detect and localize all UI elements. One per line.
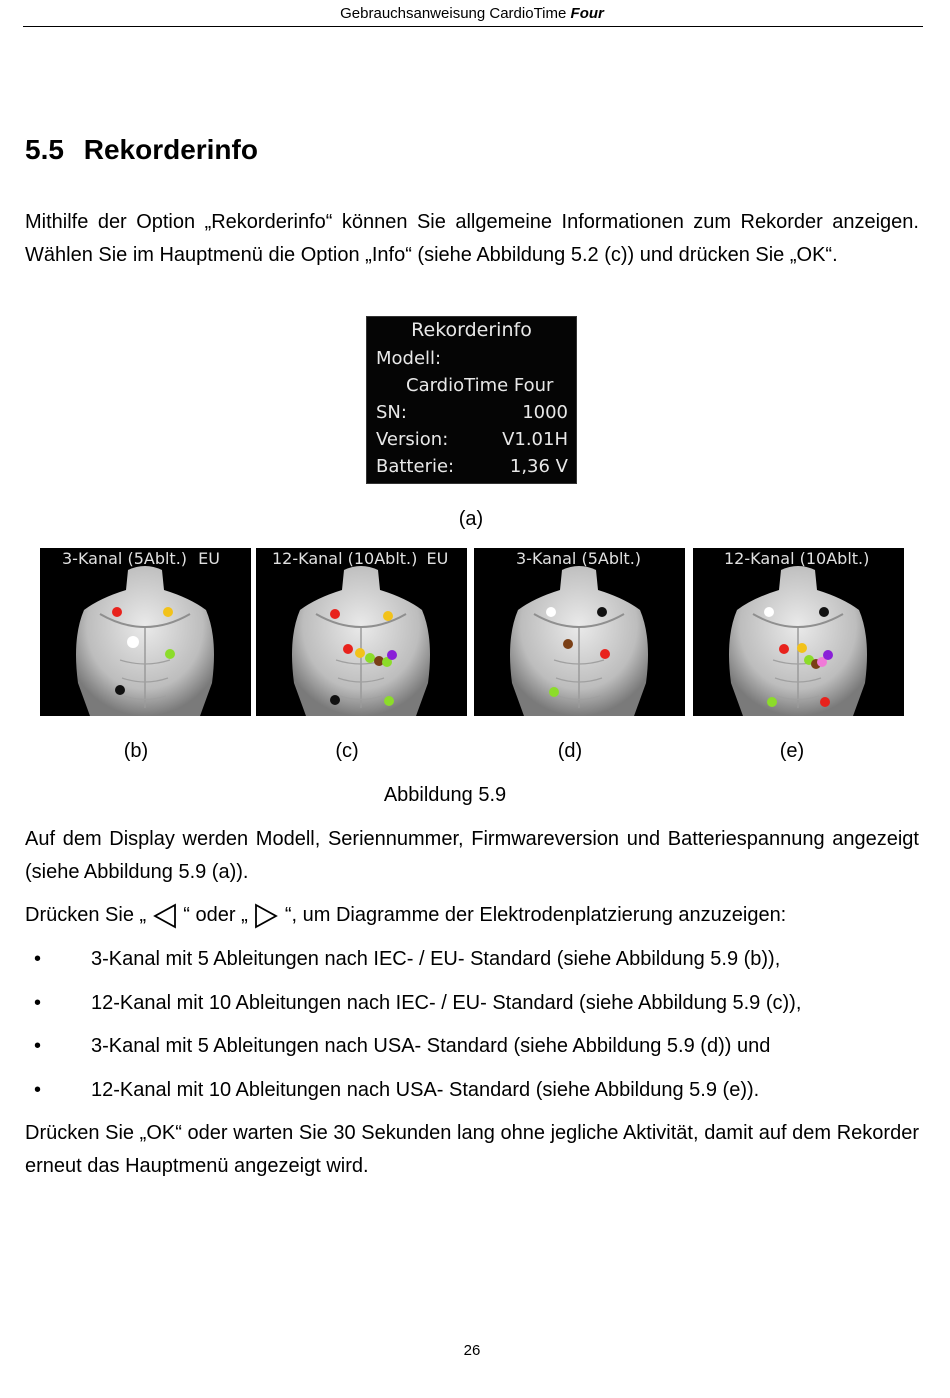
left-triangle-icon — [152, 903, 178, 929]
electrode-panel-e — [693, 548, 904, 716]
press-paragraph — [25, 899, 786, 932]
torso-diagram-d — [474, 548, 685, 716]
list-item — [0, 1074, 950, 1107]
list-item — [0, 943, 950, 976]
bullet-symbol: • — [34, 992, 42, 1014]
recorder-sn-value: 1000 — [522, 402, 568, 423]
panel-d-mode: 3-Kanal (5Ablt.) — [516, 549, 642, 568]
panel-e-mode: 12-Kanal (10Ablt.) — [724, 549, 870, 568]
bullet-text: 3-Kanal mit 5 Ableitungen nach USA- Standard (siehe Abbildung 5.9 (d)) und — [91, 1035, 771, 1057]
caption-b: (b) — [123, 740, 149, 762]
section-heading — [25, 134, 258, 166]
panel-label-e — [693, 548, 904, 570]
bullet-text: 12-Kanal mit 10 Ableitungen nach IEC- / EU- Standard (siehe Abbildung 5.9 (c)), — [91, 992, 802, 1014]
caption-d: (d) — [557, 740, 583, 762]
panel-label-c — [256, 548, 467, 570]
display-paragraph: Auf dem Display werden Modell, Seriennummer, Firmwareversion und Batteriespannung angezeigt (siehe Abbildung 5.9 (a)). — [25, 828, 919, 883]
press-text-1: Drücken Sie „ — [25, 904, 147, 926]
bullet-text: 3-Kanal mit 5 Ableitungen nach IEC- / EU- Standard (siehe Abbildung 5.9 (b)), — [91, 948, 781, 970]
recorder-battery-row — [376, 456, 568, 477]
torso-diagram-e — [693, 548, 904, 716]
recorder-battery-value: 1,36 V — [509, 456, 568, 477]
intro-paragraph: Mithilfe der Option „Rekorderinfo“ können Sie allgemeine Informationen zum Rekorder anzeigen. Wählen Sie im Hauptmenü die Option „Info“ (siehe Abbildung 5.2 (c)) und drücken Sie „OK“. — [25, 211, 919, 266]
bullet-text: 12-Kanal mit 10 Ableitungen nach USA- Standard (siehe Abbildung 5.9 (e)). — [91, 1079, 760, 1101]
bullet-list — [0, 943, 950, 1123]
electrode-panel-c — [256, 548, 467, 716]
recorder-model-value: CardioTime Four — [406, 375, 554, 396]
electrode-panel-d — [474, 548, 685, 716]
caption-c: (c) — [335, 740, 359, 762]
panel-label-b — [40, 548, 251, 570]
list-item — [0, 987, 950, 1020]
torso-diagram-b — [40, 548, 251, 716]
torso-diagram-c — [256, 548, 467, 716]
header-rule — [23, 26, 923, 27]
panel-c-suffix: EU — [426, 549, 449, 568]
recorder-version-value: V1.01H — [502, 429, 568, 450]
bullet-symbol: • — [34, 1079, 42, 1101]
caption-e: (e) — [779, 740, 805, 762]
recorder-model-row — [376, 348, 568, 369]
recorder-battery-label: Batterie: — [376, 456, 455, 477]
panel-b-suffix: EU — [198, 549, 220, 568]
caption-a: (a) — [458, 508, 484, 530]
recorder-info-screen — [366, 316, 577, 484]
recorder-sn-row — [376, 402, 568, 423]
panel-b-mode: 3-Kanal (5Ablt.) — [62, 549, 188, 568]
electrode-panel-b — [40, 548, 251, 716]
panel-c-mode: 12-Kanal (10Ablt.) — [272, 549, 418, 568]
page-number: 26 — [463, 1342, 481, 1359]
header-title-italic: Four — [570, 5, 604, 22]
list-item — [0, 1030, 950, 1063]
recorder-screen-title: Rekorderinfo — [411, 319, 532, 341]
recorder-sn-label: SN: — [376, 402, 407, 423]
press-text-2: “ oder „ — [183, 904, 248, 926]
running-header — [0, 5, 944, 22]
recorder-version-label: Version: — [376, 429, 449, 450]
recorder-model-label: Modell: — [376, 348, 442, 369]
right-triangle-icon — [253, 903, 279, 929]
press-text-3: “, um Diagramme der Elektrodenplatzierung anzuzeigen: — [284, 904, 787, 926]
bullet-symbol: • — [34, 1035, 42, 1057]
recorder-model-value-row — [406, 375, 568, 396]
recorder-version-row — [376, 429, 568, 450]
panel-label-d — [474, 548, 685, 570]
figure-caption: Abbildung 5.9 — [383, 784, 507, 806]
final-paragraph: Drücken Sie „OK“ oder warten Sie 30 Sekunden lang ohne jegliche Aktivität, damit auf dem Rekorder erneut das Hauptmenü angezeigt wird. — [25, 1122, 919, 1177]
section-number: 5.5 — [25, 134, 64, 165]
bullet-symbol: • — [34, 948, 42, 970]
section-title: Rekorderinfo — [83, 134, 258, 165]
header-title-plain: Gebrauchsanweisung CardioTime — [340, 5, 567, 22]
